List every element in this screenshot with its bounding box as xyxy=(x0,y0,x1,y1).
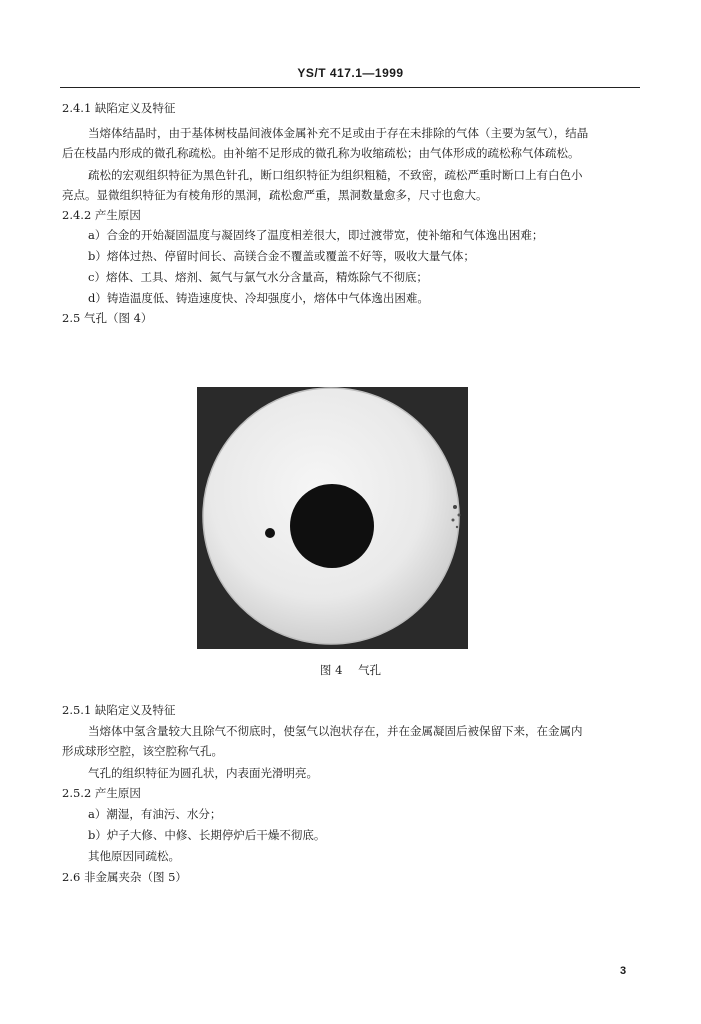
list-item: b）熔体过热、停留时间长、高镁合金不覆盖或覆盖不好等，吸收大量气体； xyxy=(88,249,475,263)
section-2-5-2-heading: 2.5.2 产生原因 xyxy=(62,786,141,800)
list-item: c）熔体、工具、熔剂、氮气与氯气水分含量高，精炼除气不彻底； xyxy=(88,270,428,284)
section-2-4-1-paragraph-1-line-2: 后在枝晶内形成的微孔称疏松。由补缩不足形成的微孔称为收缩疏松；由气体形成的疏松称气体疏松。 xyxy=(62,146,580,160)
section-2-5-1-paragraph-2: 气孔的组织特征为圆孔状，内表面光滑明亮。 xyxy=(88,766,318,780)
porosity-photo-icon xyxy=(197,387,468,649)
figure-label: 图 4 xyxy=(319,663,343,677)
section-2-5-1-paragraph-1-line-2: 形成球形空腔，该空腔称气孔。 xyxy=(62,744,223,758)
section-2-5-heading: 2.5 气孔（图 4） xyxy=(62,311,153,325)
document-header: YS/T 417.1—1999 xyxy=(297,66,404,80)
list-item: a）合金的开始凝固温度与凝固终了温度相差很大，即过渡带宽，使补缩和气体逸出困难； xyxy=(88,228,544,242)
section-2-5-1-paragraph-1-line-1: 当熔体中氢含量较大且除气不彻底时，使氢气以泡状存在，并在金属凝固后被保留下来，在金属内 xyxy=(88,724,583,738)
list-item: b）炉子大修、中修、长期停炉后干燥不彻底。 xyxy=(88,828,326,842)
section-2-6-heading: 2.6 非金属夹杂（图 5） xyxy=(62,870,187,884)
section-2-4-1-paragraph-2-line-2: 亮点。显微组织特征为有棱角形的黑洞，疏松愈严重，黑洞数量愈多，尺寸也愈大。 xyxy=(62,188,488,202)
figure-title: 气孔 xyxy=(358,663,382,677)
list-item: d）铸造温度低、铸造速度快、冷却强度小，熔体中气体逸出困难。 xyxy=(88,291,429,305)
page-number: 3 xyxy=(620,965,627,977)
section-2-4-1-heading: 2.4.1 缺陷定义及特征 xyxy=(62,101,176,115)
list-item: a）潮湿，有油污、水分； xyxy=(88,807,222,821)
section-2-5-1-heading: 2.5.1 缺陷定义及特征 xyxy=(62,703,176,717)
section-2-5-2-note: 其他原因同疏松。 xyxy=(88,849,180,863)
figure-caption xyxy=(0,662,701,678)
section-2-4-1-paragraph-2-line-1: 疏松的宏观组织特征为黑色针孔，断口组织特征为组织粗糙，不致密，疏松严重时断口上有白色小 xyxy=(88,168,583,182)
section-2-4-2-heading: 2.4.2 产生原因 xyxy=(62,208,141,222)
header-rule xyxy=(60,87,640,88)
section-2-4-1-paragraph-1-line-1: 当熔体结晶时，由于基体树枝晶间液体金属补充不足或由于存在未排除的气体（主要为氢气），结晶 xyxy=(88,126,589,140)
